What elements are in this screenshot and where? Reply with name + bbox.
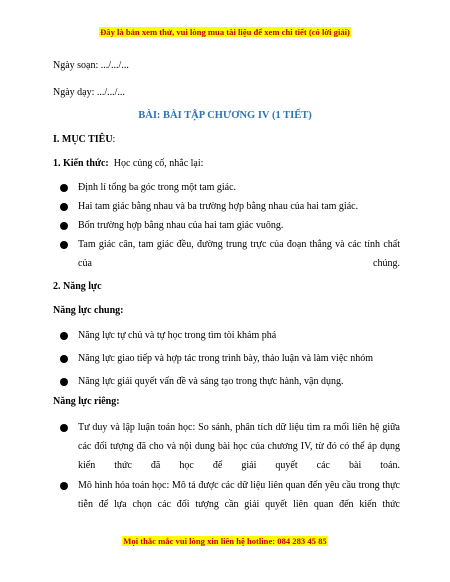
hotline-banner-text: Mọi thắc mắc vui lòng xin liên hệ hotline: 084 283 45 85: [123, 536, 327, 546]
list-item: Mô hình hóa toán học: Mô tả được các dữ liệu liên quan đến yêu cầu trong thực tiễn để lựa chọn các đối tượng cần giải quyết liên quan đến kiến thức: [78, 480, 400, 510]
list-item: Năng lực giải quyết vấn đề và sáng tạo trong thực hành, vận dụng.: [78, 376, 344, 387]
list-item: Bốn trường hợp bằng nhau của hai tam giác vuông.: [78, 220, 284, 231]
preview-banner-text: Đây là bản xem thử, vui lòng mua tài liệu để xem chi tiết (có lời giải): [100, 27, 350, 37]
preview-banner: [0, 27, 450, 37]
ngay-day-line: Ngày dạy: .../.../...: [53, 87, 125, 98]
general-competency-heading: Năng lực chung:: [53, 305, 124, 316]
knowledge-line: [53, 158, 203, 169]
list-item: Tam giác cân, tam giác đều, đường trung trực của đoạn thẳng và các tính chất của chúng.: [78, 239, 400, 269]
bullet-icon: [60, 184, 68, 192]
list-item: Năng lực giao tiếp và hợp tác trong trình bày, thảo luận và làm việc nhóm: [78, 353, 373, 364]
list-item: Hai tam giác bằng nhau và ba trường hợp bằng nhau của hai tam giác.: [78, 201, 359, 212]
bullet-icon: [60, 203, 68, 211]
list-item: Năng lực tự chủ và tự học trong tìm tòi khám phá: [78, 330, 277, 341]
ngay-soan-line: Ngày soạn: .../.../...: [53, 60, 129, 71]
bullet-icon: [60, 332, 68, 340]
bullet-icon: [60, 241, 68, 249]
bullet-icon: [60, 355, 68, 363]
competency-heading: 2. Năng lực: [53, 281, 102, 292]
lesson-title: BÀI: BÀI TẬP CHƯƠNG IV (1 TIẾT): [138, 110, 312, 121]
knowledge-intro: Học củng cố, nhắc lại:: [113, 158, 204, 169]
list-item: Định lí tổng ba góc trong một tam giác.: [78, 182, 237, 193]
bullet-icon: [60, 482, 68, 490]
section-objectives-text: I. MỤC TIÊU: [53, 134, 113, 145]
section-objectives-colon: :: [112, 134, 116, 145]
knowledge-label: 1. Kiến thức:: [53, 158, 109, 169]
bullet-icon: [60, 378, 68, 386]
bullet-icon: [60, 222, 68, 230]
hotline-banner: [0, 536, 450, 546]
bullet-icon: [60, 424, 68, 432]
specific-competency-heading: Năng lực riêng:: [53, 396, 120, 407]
list-item: Tư duy và lập luận toán học: So sánh, phân tích dữ liệu tìm ra mối liên hệ giữa các đối tượng đã cho và nội dung bài học của chương IV, từ đó có thể áp dụng kiến thức đã học để giải quyết các bài toán.: [78, 422, 400, 471]
section-objectives-heading: [53, 134, 115, 145]
